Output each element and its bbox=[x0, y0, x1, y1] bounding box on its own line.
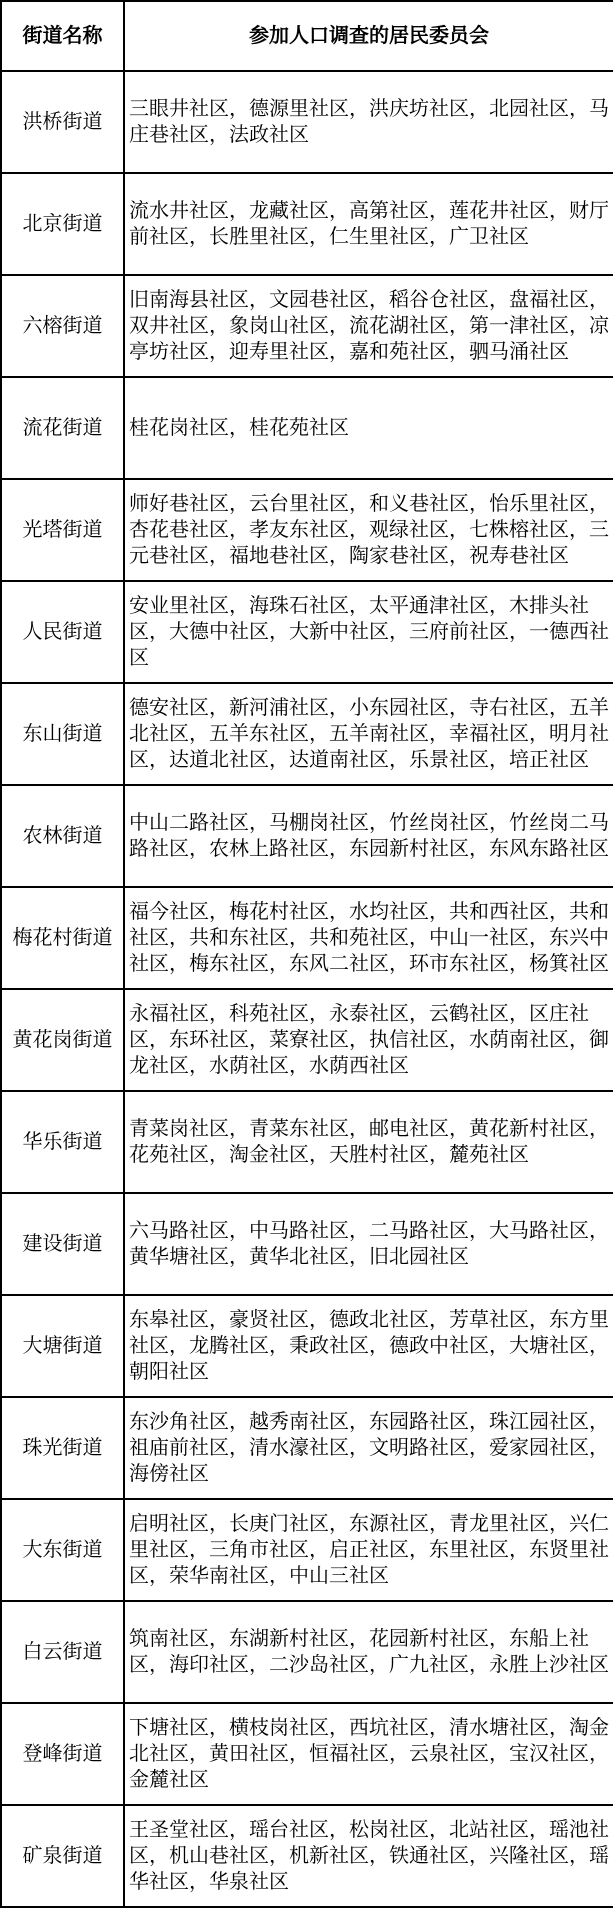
committees-cell: 王圣堂社区，瑶台社区，松岗社区，北站社区，瑶池社区，机山巷社区，机新社区，铁通社区，兴隆社区，瑶华社区，华泉社区 bbox=[124, 1805, 613, 1907]
table-row bbox=[1, 173, 613, 275]
header-street-name: 街道名称 bbox=[1, 1, 124, 71]
committees-cell: 桂花岗社区，桂花苑社区 bbox=[124, 377, 613, 479]
table-row bbox=[1, 479, 613, 581]
street-name-cell: 六榕街道 bbox=[1, 275, 124, 377]
street-name-cell: 北京街道 bbox=[1, 173, 124, 275]
table-row bbox=[1, 1295, 613, 1397]
committees-cell: 东皋社区，豪贤社区，德政北社区，芳草社区，东方里社区，龙腾社区，秉政社区，德政中社区，大塘社区，朝阳社区 bbox=[124, 1295, 613, 1397]
street-name-cell: 登峰街道 bbox=[1, 1703, 124, 1805]
table-body bbox=[1, 71, 613, 1907]
table-row bbox=[1, 71, 613, 173]
street-name-cell: 大东街道 bbox=[1, 1499, 124, 1601]
committees-cell: 六马路社区，中马路社区，二马路社区，大马路社区，黄华塘社区，黄华北社区，旧北园社区 bbox=[124, 1193, 613, 1295]
committees-cell: 东沙角社区，越秀南社区，东园路社区，珠江园社区，祖庙前社区，清水濠社区，文明路社区，爱家园社区，海傍社区 bbox=[124, 1397, 613, 1499]
committees-cell: 启明社区，长庚门社区，东源社区，青龙里社区，兴仁里社区，三角市社区，启正社区，东里社区，东贤里社区，荣华南社区，中山三社区 bbox=[124, 1499, 613, 1601]
street-name-cell: 光塔街道 bbox=[1, 479, 124, 581]
street-name-cell: 白云街道 bbox=[1, 1601, 124, 1703]
committees-cell: 安业里社区，海珠石社区，太平通津社区，木排头社区，大德中社区，大新中社区，三府前社区，一德西社区 bbox=[124, 581, 613, 683]
committees-cell: 德安社区，新河浦社区，小东园社区，寺右社区，五羊北社区，五羊东社区，五羊南社区，幸福社区，明月社区，达道北社区，达道南社区，乐景社区，培正社区 bbox=[124, 683, 613, 785]
table-row bbox=[1, 1499, 613, 1601]
street-name-cell: 洪桥街道 bbox=[1, 71, 124, 173]
table-row bbox=[1, 1091, 613, 1193]
street-name-cell: 农林街道 bbox=[1, 785, 124, 887]
street-name-cell: 东山街道 bbox=[1, 683, 124, 785]
street-name-cell: 建设街道 bbox=[1, 1193, 124, 1295]
street-name-cell: 矿泉街道 bbox=[1, 1805, 124, 1907]
street-name-cell: 梅花村街道 bbox=[1, 887, 124, 989]
table-row bbox=[1, 887, 613, 989]
table-row bbox=[1, 1805, 613, 1907]
table-row bbox=[1, 1397, 613, 1499]
table-row bbox=[1, 683, 613, 785]
committees-cell: 永福社区，科苑社区，永泰社区，云鹤社区，区庄社区，东环社区，菜寮社区，执信社区，水荫南社区，御龙社区，水荫社区，水荫西社区 bbox=[124, 989, 613, 1091]
street-name-cell: 珠光街道 bbox=[1, 1397, 124, 1499]
committees-cell: 三眼井社区，德源里社区，洪庆坊社区，北园社区，马庄巷社区，法政社区 bbox=[124, 71, 613, 173]
table-row bbox=[1, 785, 613, 887]
table-row bbox=[1, 1601, 613, 1703]
committees-cell: 流水井社区，龙藏社区，高第社区，莲花井社区，财厅前社区，长胜里社区，仁生里社区，广卫社区 bbox=[124, 173, 613, 275]
committees-cell: 师好巷社区，云台里社区，和义巷社区，怡乐里社区，杏花巷社区，孝友东社区，观绿社区，七株榕社区，三元巷社区，福地巷社区，陶家巷社区，祝寿巷社区 bbox=[124, 479, 613, 581]
committees-cell: 青菜岗社区，青菜东社区，邮电社区，黄花新村社区，花苑社区，淘金社区，天胜村社区，麓苑社区 bbox=[124, 1091, 613, 1193]
table-row bbox=[1, 989, 613, 1091]
committees-cell: 旧南海县社区，文园巷社区，稻谷仓社区，盘福社区，双井社区，象岗山社区，流花湖社区，第一津社区，凉亭坊社区，迎寿里社区，嘉和苑社区，驷马涌社区 bbox=[124, 275, 613, 377]
table-row bbox=[1, 377, 613, 479]
table-row bbox=[1, 1703, 613, 1805]
table-row bbox=[1, 581, 613, 683]
header-row bbox=[1, 1, 613, 71]
table-row bbox=[1, 1193, 613, 1295]
committees-cell: 中山二路社区，马棚岗社区，竹丝岗社区，竹丝岗二马路社区，农林上路社区，东园新村社区，东风东路社区 bbox=[124, 785, 613, 887]
committees-cell: 筑南社区，东湖新村社区，花园新村社区，东船上社区，海印社区，二沙岛社区，广九社区，永胜上沙社区 bbox=[124, 1601, 613, 1703]
street-name-cell: 黄花岗街道 bbox=[1, 989, 124, 1091]
header-committees: 参加人口调查的居民委员会 bbox=[124, 1, 613, 71]
street-name-cell: 流花街道 bbox=[1, 377, 124, 479]
table-row bbox=[1, 275, 613, 377]
street-name-cell: 大塘街道 bbox=[1, 1295, 124, 1397]
street-name-cell: 人民街道 bbox=[1, 581, 124, 683]
street-name-cell: 华乐街道 bbox=[1, 1091, 124, 1193]
committees-cell: 福今社区，梅花村社区，水均社区，共和西社区，共和社区，共和东社区，共和苑社区，中山一社区，东兴中社区，梅东社区，东风二社区，环市东社区，杨箕社区 bbox=[124, 887, 613, 989]
committees-cell: 下塘社区，横枝岗社区，西坑社区，清水塘社区，淘金北社区，黄田社区，恒福社区，云泉社区，宝汉社区，金麓社区 bbox=[124, 1703, 613, 1805]
